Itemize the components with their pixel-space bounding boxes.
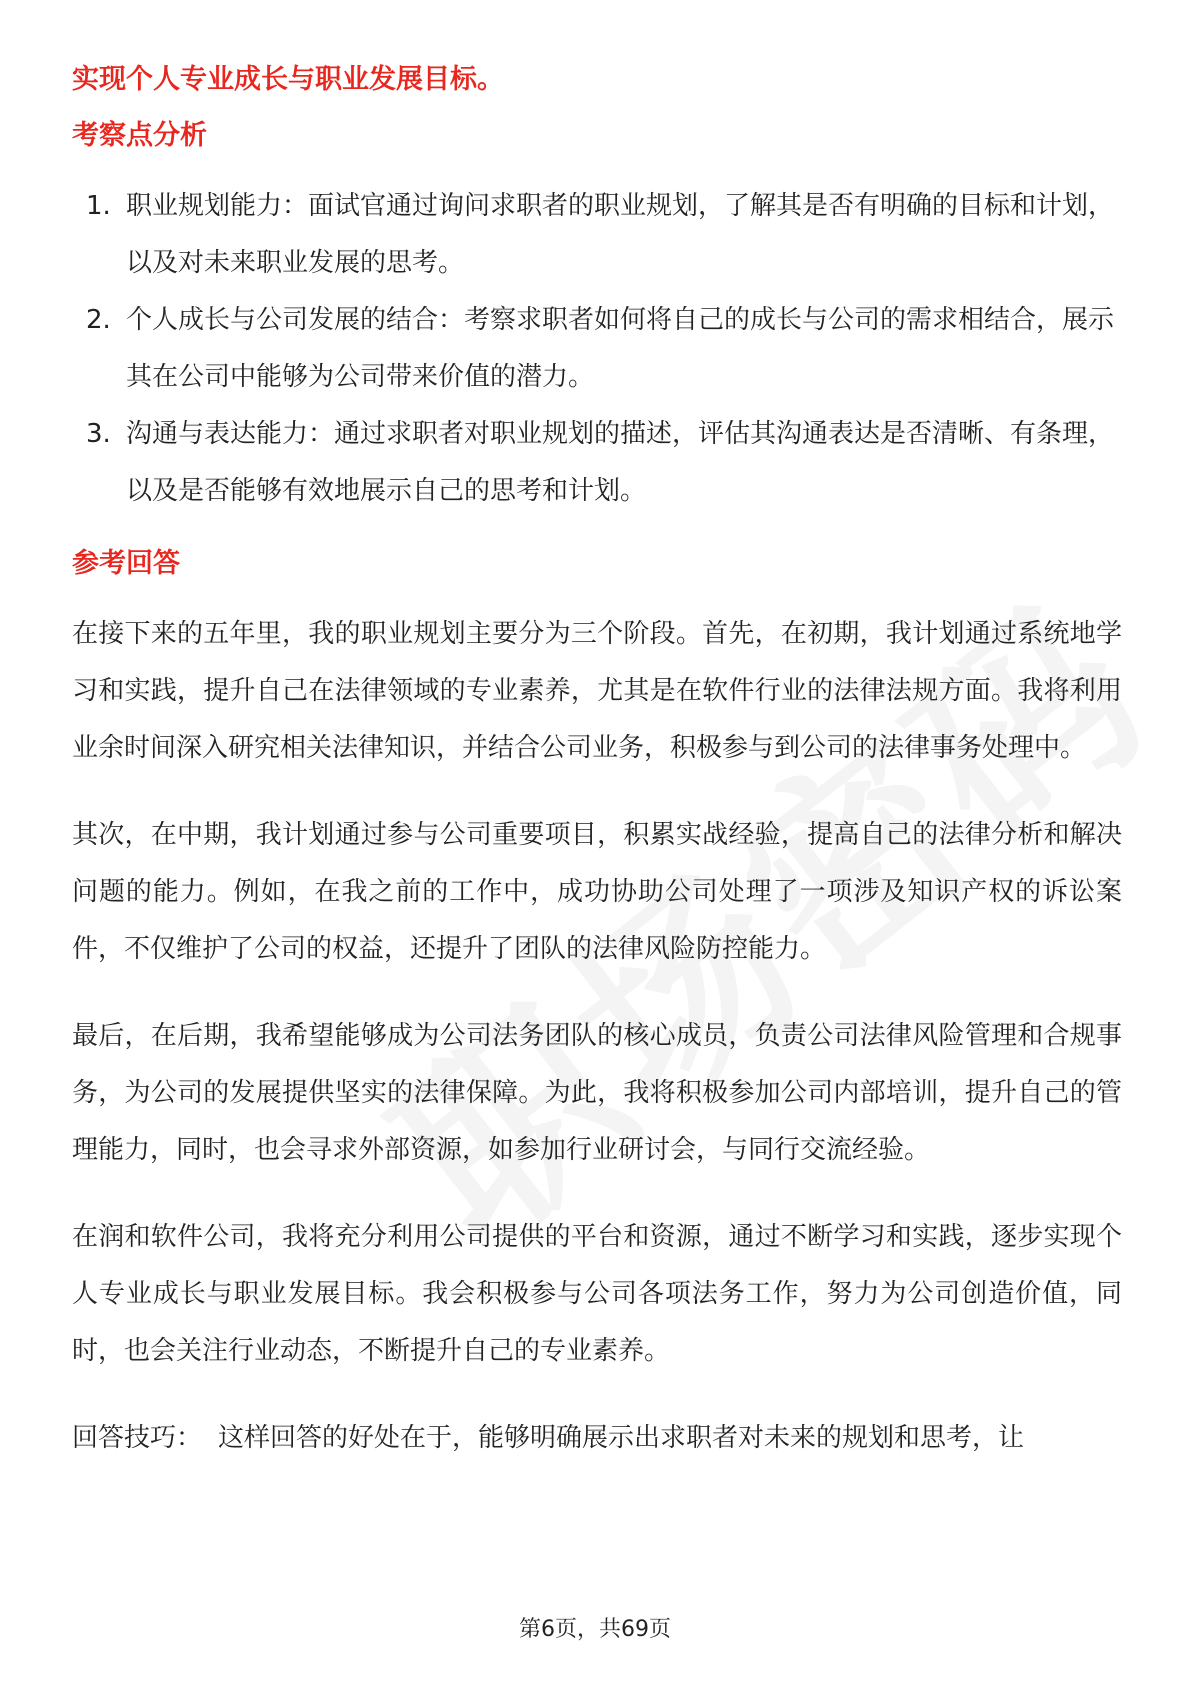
tips-line	[72, 1410, 1122, 1467]
analysis-item-text: 沟通与表达能力：通过求职者对职业规划的描述，评估其沟通表达是否清晰、有条理，以及是否能够有效地展示自己的思考和计划。	[126, 419, 1115, 506]
tips-text: 这样回答的好处在于，能够明确展示出求职者对未来的规划和思考，让	[218, 1423, 1025, 1453]
answer-paragraph: 在润和软件公司，我将充分利用公司提供的平台和资源，通过不断学习和实践，逐步实现个人专业成长与职业发展目标。我会积极参与公司各项法务工作，努力为公司创造价值，同时，也会关注行业动态，不断提升自己的专业素养。	[72, 1222, 1122, 1366]
intro-line: 实现个人专业成长与职业发展目标。	[72, 64, 504, 95]
answer-paragraph: 最后，在后期，我希望能够成为公司法务团队的核心成员，负责公司法律风险管理和合规事务，为公司的发展提供坚实的法律保障。为此，我将积极参加公司内部培训，提升自己的管理能力，同时，也会寻求外部资源，如参加行业研讨会，与同行交流经验。	[72, 1021, 1122, 1165]
answer-paragraph: 在接下来的五年里，我的职业规划主要分为三个阶段。首先，在初期，我计划通过系统地学习和实践，提升自己在法律领域的专业素养，尤其是在软件行业的法律法规方面。我将利用业余时间深入研究相关法律知识，并结合公司业务，积极参与到公司的法律事务处理中。	[72, 619, 1122, 763]
analysis-item-text: 职业规划能力：面试官通过询问求职者的职业规划，了解其是否有明确的目标和计划，以及对未来职业发展的思考。	[126, 191, 1115, 278]
analysis-item-number: 1.	[86, 191, 111, 221]
page-content	[72, 58, 1122, 1467]
analysis-item-number: 3.	[86, 419, 111, 449]
tips-label: 回答技巧：	[72, 1423, 203, 1453]
page-number-footer: 第6页，共69页	[519, 1617, 671, 1642]
analysis-list	[72, 178, 1122, 520]
analysis-item	[72, 292, 1122, 406]
answer-heading: 参考回答	[72, 548, 180, 579]
analysis-item-number: 2.	[86, 305, 111, 335]
analysis-item	[72, 178, 1122, 292]
analysis-item	[72, 406, 1122, 520]
answer-paragraph: 其次，在中期，我计划通过参与公司重要项目，积累实战经验，提高自己的法律分析和解决问题的能力。例如，在我之前的工作中，成功协助公司处理了一项涉及知识产权的诉讼案件，不仅维护了公司的权益，还提升了团队的法律风险防控能力。	[72, 820, 1122, 964]
analysis-heading: 考察点分析	[72, 120, 207, 151]
analysis-item-text: 个人成长与公司发展的结合：考察求职者如何将自己的成长与公司的需求相结合，展示其在公司中能够为公司带来价值的潜力。	[126, 305, 1115, 392]
